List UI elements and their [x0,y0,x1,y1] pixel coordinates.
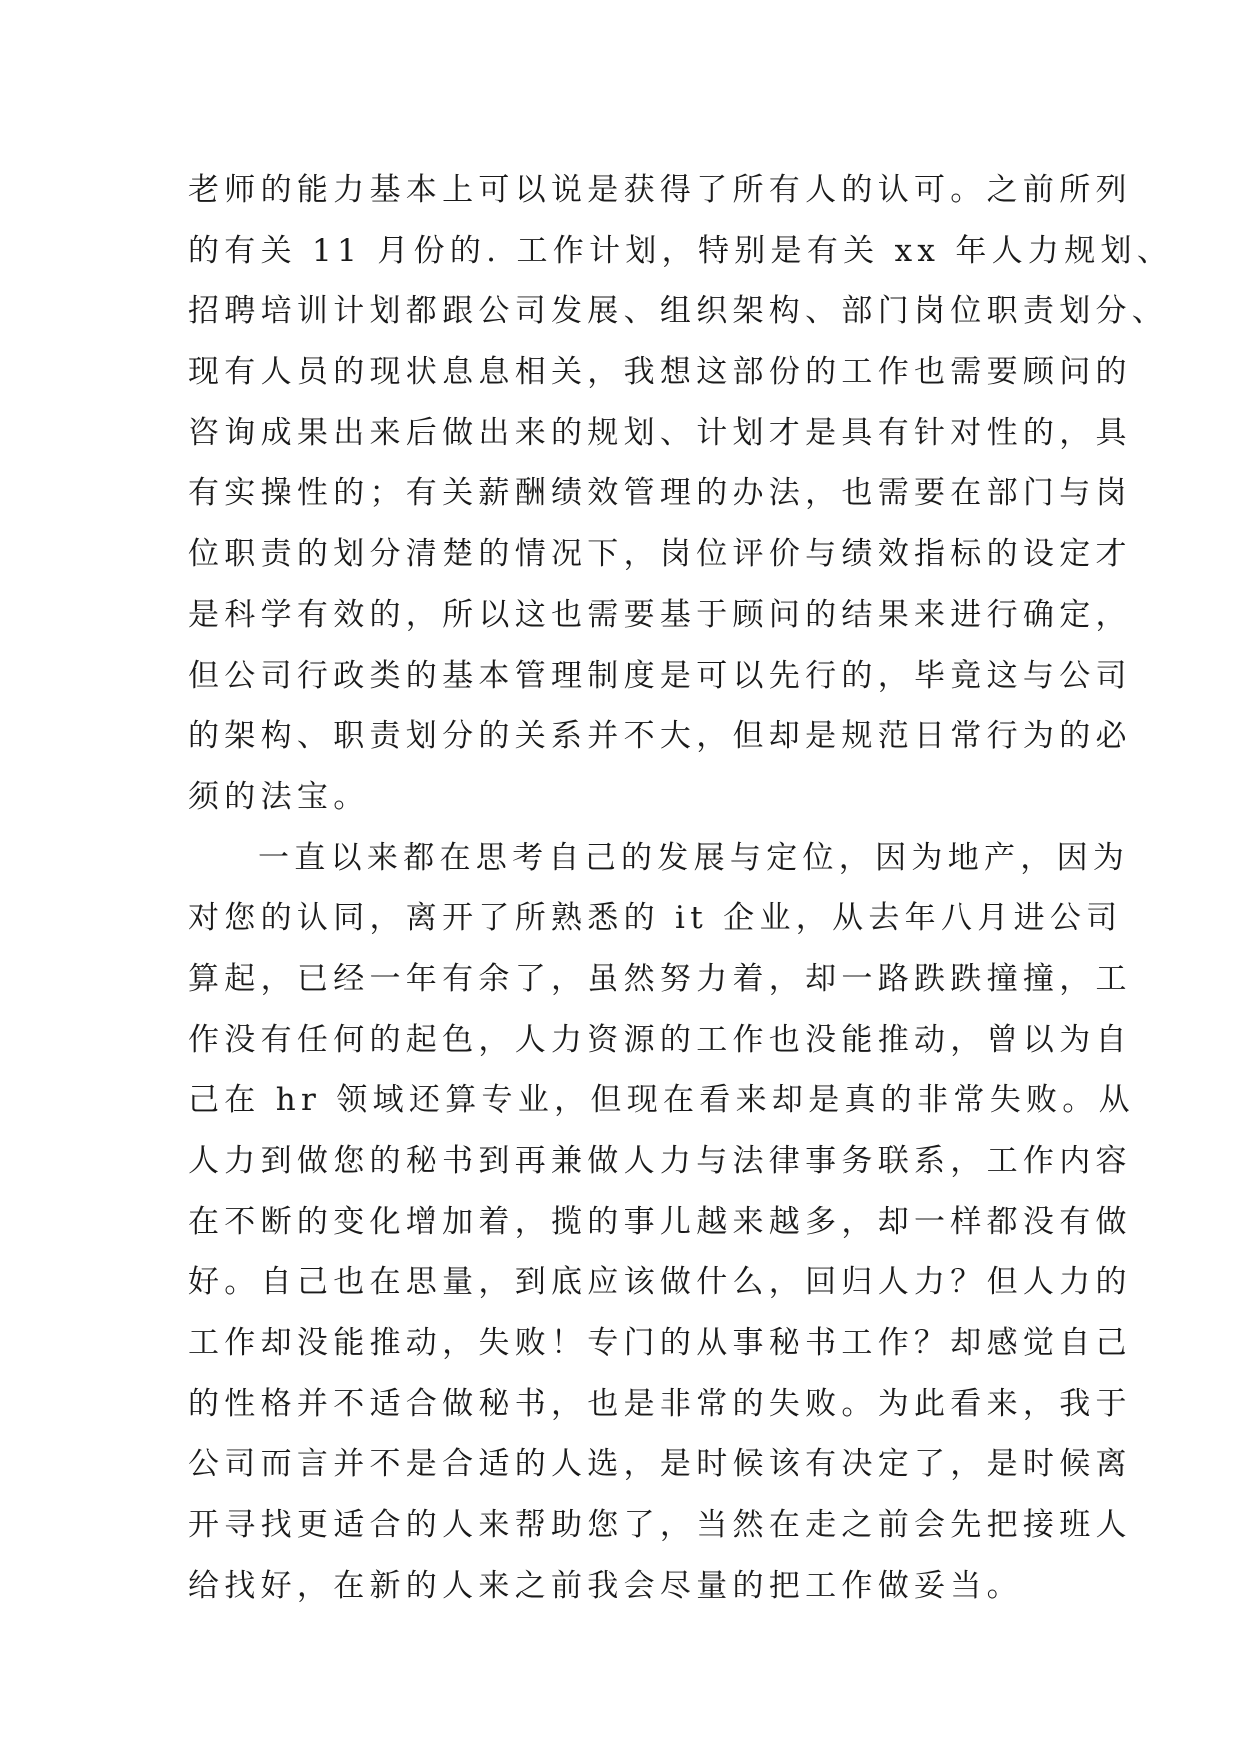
text-line: 现有人员的现状息息相关，我想这部份的工作也需要顾问的 [188,354,1132,391]
text-line: 公司而言并不是合适的人选，是时候该有决定了，是时候离 [188,1446,1132,1483]
paragraph-2 [188,828,1135,1617]
text-line: 的有关 11 月份的. 工作计划，特别是有关 xx 年人力规划、 [188,232,1174,269]
text-line: 是科学有效的，所以这也需要基于顾问的结果来进行确定， [188,596,1132,633]
text-line: 招聘培训计划都跟公司发展、组织架构、部门岗位职责划分、 [188,293,1169,330]
document-body [188,160,1174,1617]
text-line: 在不断的变化增加着，揽的事儿越来越多，却一样都没有做 [188,1203,1132,1240]
text-line: 人力到做您的秘书到再兼做人力与法律事务联系，工作内容 [188,1143,1132,1179]
text-line: 作没有任何的起色，人力资源的工作也没能推动，曾以为自 [188,1021,1132,1058]
text-line: 但公司行政类的基本管理制度是可以先行的，毕竟这与公司 [188,657,1132,694]
text-line: 开寻找更适合的人来帮助您了，当然在走之前会先把接班人 [188,1507,1132,1544]
text-line: 咨询成果出来后做出来的规划、计划才是具有针对性的，具 [188,414,1132,451]
text-line: 的架构、职责划分的关系并不大，但却是规范日常行为的必 [188,718,1132,755]
text-line: 好。自己也在思量，到底应该做什么，回归人力？但人力的 [188,1264,1132,1301]
text-line: 老师的能力基本上可以说是获得了所有人的认可。之前所列 [188,172,1132,208]
text-line: 工作却没能推动，失败！专门的从事秘书工作？却感觉自己 [188,1325,1132,1362]
text-line: 己在 hr 领域还算专业，但现在看来却是真的非常失败。从 [188,1082,1135,1119]
text-line: 有实操性的；有关薪酬绩效管理的办法，也需要在部门与岗 [188,475,1132,512]
text-line: 给找好，在新的人来之前我会尽量的把工作做妥当。 [188,1567,1023,1604]
text-line: 的性格并不适合做秘书，也是非常的失败。为此看来，我于 [188,1385,1132,1422]
text-line: 位职责的划分清楚的情况下，岗位评价与绩效指标的设定才 [188,536,1132,573]
text-line-indented: 一直以来都在思考自己的发展与定位，因为地产，因为 [258,839,1130,876]
text-line: 须的法宝。 [188,778,370,815]
text-line: 算起，已经一年有余了，虽然努力着，却一路跌跌撞撞，工 [188,960,1132,997]
paragraph-1 [188,160,1174,828]
text-line: 对您的认同，离开了所熟悉的 it 企业，从去年八月进公司 [188,900,1123,937]
